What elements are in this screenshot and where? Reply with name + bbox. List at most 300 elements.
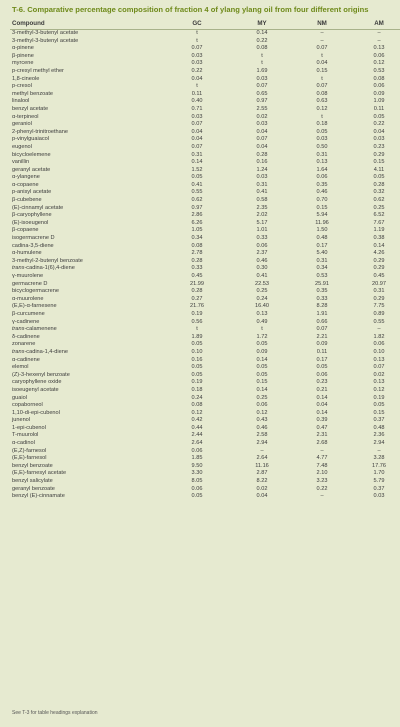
value-cell-gc: 0.06 — [191, 485, 203, 492]
value-cell-gc: 0.08 — [191, 402, 203, 409]
compound-cell: eugenol — [12, 143, 32, 150]
value-cell-my: 0.58 — [256, 197, 268, 204]
value-cell-my: 0.65 — [256, 90, 268, 97]
value-cell-gc: 0.24 — [191, 394, 203, 401]
value-cell-am: 20.97 — [372, 280, 386, 287]
compound-cell: α-copaene — [12, 181, 39, 188]
table-row — [10, 417, 400, 425]
value-cell-my: 5.17 — [256, 219, 268, 226]
compound-cell: linalool — [12, 98, 30, 105]
value-cell-gc: 0.05 — [191, 174, 203, 181]
value-cell-nm: 0.53 — [316, 273, 328, 279]
compound-cell: isogermacrene D — [12, 235, 55, 242]
value-cell-am: 0.29 — [373, 151, 385, 158]
value-cell-gc: 1.89 — [191, 333, 203, 340]
value-cell-my: 0.03 — [256, 121, 268, 128]
value-cell-my: 0.15 — [256, 379, 268, 386]
value-cell-gc: 0.03 — [191, 60, 203, 67]
value-cell-nm: 0.07 — [316, 326, 328, 333]
value-cell-my: t — [261, 60, 263, 67]
table-row — [10, 311, 400, 319]
compound-cell: α-pinene — [12, 45, 34, 52]
value-cell-am: 2.94 — [373, 440, 385, 447]
value-cell-gc: 21.76 — [190, 303, 204, 310]
value-cell-am: 6.52 — [373, 212, 385, 219]
table-row — [10, 174, 400, 182]
value-cell-nm: 0.63 — [316, 98, 328, 105]
value-cell-my: 2.37 — [256, 250, 268, 257]
value-cell-nm: 0.18 — [316, 121, 328, 128]
value-cell-my: 2.64 — [256, 455, 268, 462]
value-cell-nm: 0.15 — [316, 67, 328, 74]
table-row — [10, 372, 400, 380]
value-cell-my: 0.06 — [256, 242, 268, 249]
table-row — [10, 235, 400, 243]
compound-cell: benzyl (E)-cinnamate — [12, 493, 65, 500]
compound-cell: α-humulene — [12, 250, 42, 257]
value-cell-my: 1.24 — [256, 166, 268, 173]
value-cell-am: 7.75 — [373, 303, 385, 310]
value-cell-my: 0.05 — [256, 341, 268, 348]
value-cell-am: 4.11 — [373, 166, 385, 173]
compound-cell: β-copaene — [12, 227, 39, 234]
value-cell-gc: 0.03 — [191, 52, 203, 59]
value-cell-am: 0.53 — [373, 67, 385, 74]
compound-cell: α-ylangene — [12, 174, 40, 181]
value-cell-gc: 0.34 — [191, 235, 203, 242]
value-cell-am: 0.28 — [373, 181, 385, 188]
value-cell-gc: 0.16 — [191, 356, 203, 363]
compound-cell: cadina-3,5-diene — [12, 242, 54, 249]
value-cell-gc: 2.86 — [191, 212, 203, 219]
table-row — [10, 379, 400, 387]
table-row — [10, 205, 400, 213]
value-cell-my: 0.07 — [256, 136, 268, 143]
value-cell-nm: t — [321, 75, 323, 82]
compound-cell: trans-calamenene — [12, 326, 57, 333]
value-cell-my: 0.16 — [256, 159, 268, 166]
value-cell-nm: 3.23 — [316, 478, 328, 485]
value-cell-my: 0.14 — [256, 386, 268, 393]
compound-cell: T-muurolol — [12, 432, 39, 439]
table-row — [10, 114, 400, 122]
value-cell-my: 0.02 — [256, 113, 268, 120]
value-cell-my: 2.35 — [256, 204, 268, 211]
compound-cell: benzyl benzoate — [12, 462, 53, 469]
value-cell-my: 0.04 — [256, 493, 268, 500]
value-cell-nm: 0.35 — [316, 288, 328, 295]
value-cell-am: 0.31 — [373, 288, 385, 295]
value-cell-nm: 0.14 — [316, 409, 328, 416]
table-row — [10, 486, 400, 494]
table-row — [10, 121, 400, 129]
value-cell-gc: 3.30 — [191, 470, 203, 477]
compound-cell: α-cadinol — [12, 440, 35, 447]
compound-cell: γ-cadinene — [12, 318, 40, 325]
table-body — [10, 30, 400, 501]
value-cell-gc: 0.41 — [191, 181, 203, 188]
value-cell-gc: 8.05 — [191, 478, 203, 485]
value-cell-nm: 0.17 — [316, 356, 328, 363]
compound-cell: (E,E)-farnesyl acetate — [12, 470, 67, 477]
compound-cell: trans-cadina-1(6),4-diene — [12, 265, 75, 272]
table-row — [10, 159, 400, 167]
table-row — [10, 432, 400, 440]
value-cell-nm: 0.31 — [316, 257, 328, 264]
value-cell-am: 1.19 — [373, 227, 385, 234]
value-cell-my: 0.02 — [256, 485, 268, 492]
value-cell-my: 16.40 — [255, 303, 269, 310]
compound-cell: β-curcumene — [12, 310, 45, 317]
value-cell-nm: 0.17 — [316, 242, 328, 249]
value-cell-am: 0.11 — [373, 105, 385, 112]
value-cell-am: 0.06 — [373, 83, 385, 90]
value-cell-my: 0.22 — [256, 37, 268, 44]
table-row — [10, 45, 400, 53]
value-cell-nm: 2.21 — [316, 333, 328, 340]
value-cell-my: 0.46 — [256, 257, 268, 264]
value-cell-gc: 21.99 — [190, 280, 204, 287]
compound-cell: (E,E)-α-farnesene — [12, 303, 57, 310]
value-cell-nm: 0.07 — [316, 83, 328, 90]
value-cell-am: 0.23 — [373, 143, 385, 150]
table-row — [10, 281, 400, 289]
value-cell-my: 1.72 — [256, 333, 268, 340]
value-cell-nm: t — [321, 52, 323, 59]
table-row — [10, 402, 400, 410]
compound-cell: junenol — [12, 417, 31, 424]
table-row — [10, 243, 400, 251]
value-cell-my: 0.28 — [256, 151, 268, 158]
value-cell-am: 0.55 — [373, 318, 385, 325]
value-cell-am: 0.89 — [373, 310, 385, 317]
table-row — [10, 53, 400, 61]
value-cell-my: 0.05 — [256, 364, 268, 371]
value-cell-gc: 0.28 — [191, 257, 203, 264]
value-cell-am: 0.02 — [373, 371, 385, 378]
compound-cell: 1-epi-cubenol — [12, 424, 46, 431]
compound-cell: α-cadinene — [12, 356, 40, 363]
value-cell-am: 0.29 — [373, 295, 385, 302]
compound-cell: (Z)-3-hexenyl benzoate — [12, 371, 70, 378]
value-cell-gc: 0.28 — [191, 288, 203, 295]
compound-cell: (E)-cinnamyl acetate — [12, 204, 64, 211]
value-cell-am: 0.37 — [373, 485, 385, 492]
value-cell-nm: 4.77 — [316, 455, 328, 462]
value-cell-gc: 0.56 — [191, 318, 203, 325]
compound-cell: δ-cadinene — [12, 333, 40, 340]
value-cell-my: 0.46 — [256, 424, 268, 431]
value-cell-am: 0.12 — [373, 386, 385, 393]
value-cell-my: 0.07 — [256, 83, 268, 90]
header-compound: Compound — [10, 18, 164, 30]
value-cell-am: 7.67 — [373, 219, 385, 226]
value-cell-nm: 0.70 — [316, 197, 328, 204]
compound-cell: zonarene — [12, 341, 36, 348]
compound-cell: bicycloelemene — [12, 151, 51, 158]
value-cell-nm: 1.50 — [316, 227, 328, 234]
value-cell-nm: 0.12 — [316, 105, 328, 112]
value-cell-my: 0.49 — [256, 318, 268, 325]
compound-cell: germacrene D — [12, 280, 48, 287]
value-cell-my: 0.04 — [256, 143, 268, 150]
value-cell-nm: 0.46 — [316, 189, 328, 196]
value-cell-nm: – — [320, 447, 324, 454]
value-cell-am: 0.29 — [373, 265, 385, 272]
value-cell-my: 0.43 — [256, 417, 268, 424]
value-cell-gc: 0.18 — [191, 386, 203, 393]
compound-cell: guaiol — [12, 394, 27, 401]
value-cell-gc: 0.31 — [191, 151, 203, 158]
value-cell-my: 2.87 — [256, 470, 268, 477]
value-cell-gc: 0.06 — [191, 447, 203, 454]
compound-cell: geraniol — [12, 121, 32, 128]
value-cell-gc: 0.04 — [191, 136, 203, 143]
value-cell-gc: 0.07 — [191, 143, 203, 150]
value-cell-am: 17.76 — [372, 462, 386, 469]
value-cell-am: 0.48 — [373, 424, 385, 431]
value-cell-gc: 0.45 — [191, 273, 203, 279]
compound-cell: p-anisyl acetate — [12, 189, 52, 196]
value-cell-nm: 0.04 — [316, 60, 328, 67]
value-cell-am: 0.04 — [373, 128, 385, 135]
table-row — [10, 425, 400, 433]
value-cell-am: 0.62 — [373, 197, 385, 204]
value-cell-gc: 0.19 — [191, 379, 203, 386]
value-cell-nm: – — [320, 493, 324, 500]
value-cell-nm: 1.91 — [316, 310, 328, 317]
table-row — [10, 83, 400, 91]
value-cell-gc: 0.04 — [191, 75, 203, 82]
italic-prefix: trans — [12, 326, 25, 333]
value-cell-my: 0.24 — [256, 295, 268, 302]
value-cell-nm: 0.39 — [316, 417, 328, 424]
table-row — [10, 30, 400, 38]
table-row — [10, 212, 400, 220]
table-row — [10, 395, 400, 403]
value-cell-am: 0.13 — [373, 356, 385, 363]
compound-cell: trans-cadina-1,4-diene — [12, 348, 68, 355]
value-cell-my: 0.04 — [256, 128, 268, 135]
value-cell-am: 0.15 — [373, 409, 385, 416]
value-cell-gc: t — [196, 37, 198, 44]
value-cell-my: 0.14 — [256, 30, 268, 36]
value-cell-my: 1.01 — [256, 227, 268, 234]
value-cell-gc: 0.07 — [191, 121, 203, 128]
value-cell-my: 0.25 — [256, 288, 268, 295]
table-row — [10, 189, 400, 197]
value-cell-gc: 0.04 — [191, 128, 203, 135]
table-row — [10, 98, 400, 106]
value-cell-am: 3.28 — [373, 455, 385, 462]
value-cell-am: 0.25 — [373, 204, 385, 211]
compound-cell: (E,E)-farnesol — [12, 455, 47, 462]
value-cell-am: 0.13 — [373, 379, 385, 386]
table-row — [10, 334, 400, 342]
value-cell-nm: 8.28 — [316, 303, 328, 310]
value-cell-am: 1.09 — [373, 98, 385, 105]
compound-cell: geranyl acetate — [12, 166, 51, 173]
table-row — [10, 455, 400, 463]
value-cell-my: 0.06 — [256, 402, 268, 409]
value-cell-my: 8.22 — [256, 478, 268, 485]
table-row — [10, 341, 400, 349]
value-cell-gc: 0.97 — [191, 204, 203, 211]
value-cell-am: 0.37 — [373, 417, 385, 424]
table-row — [10, 265, 400, 273]
value-cell-my: 2.02 — [256, 212, 268, 219]
compound-cell: geranyl benzoate — [12, 485, 55, 492]
value-cell-nm: 0.15 — [316, 204, 328, 211]
value-cell-nm: 0.33 — [316, 295, 328, 302]
compound-cell: 1,10-di-epi-cubenol — [12, 409, 60, 416]
value-cell-nm: 0.34 — [316, 265, 328, 272]
value-cell-nm: 7.48 — [316, 462, 328, 469]
value-cell-gc: 0.40 — [191, 98, 203, 105]
table-row — [10, 440, 400, 448]
value-cell-nm: 25.91 — [315, 280, 329, 287]
compound-cell: vanillin — [12, 159, 30, 166]
value-cell-gc: 0.19 — [191, 310, 203, 317]
value-cell-am: 0.05 — [373, 113, 385, 120]
compound-cell: isoeugenyl acetate — [12, 386, 59, 393]
value-cell-am: 0.15 — [373, 159, 385, 166]
value-cell-my: 0.08 — [256, 45, 268, 52]
value-cell-nm: 0.22 — [316, 485, 328, 492]
value-cell-gc: 0.08 — [191, 242, 203, 249]
compound-cell: 3-methyl-3-butenyl acetate — [12, 30, 79, 36]
value-cell-am: 0.03 — [373, 493, 385, 500]
value-cell-gc: 0.44 — [191, 424, 203, 431]
value-cell-nm: 0.06 — [316, 174, 328, 181]
value-cell-my: 0.97 — [256, 98, 268, 105]
value-cell-am: 0.29 — [373, 257, 385, 264]
table-row — [10, 273, 400, 281]
table-row — [10, 250, 400, 258]
value-cell-am: – — [377, 447, 381, 454]
table-row — [10, 387, 400, 395]
value-cell-my: 0.14 — [256, 356, 268, 363]
value-cell-am: 0.08 — [373, 75, 385, 82]
value-cell-gc: t — [196, 30, 198, 36]
table-row — [10, 448, 400, 456]
value-cell-my: 2.94 — [256, 440, 268, 447]
table-row — [10, 258, 400, 266]
value-cell-am: 0.32 — [373, 189, 385, 196]
value-cell-nm: 0.48 — [316, 235, 328, 242]
table-row — [10, 152, 400, 160]
compound-cell: 3-methyl-2-butenyl benzoate — [12, 257, 83, 264]
table-row — [10, 136, 400, 144]
value-cell-my: 2.58 — [256, 432, 268, 439]
composition-table — [10, 18, 400, 501]
value-cell-am: 0.14 — [373, 242, 385, 249]
table-row — [10, 91, 400, 99]
value-cell-gc: 0.11 — [191, 90, 203, 97]
value-cell-am: 1.82 — [373, 333, 385, 340]
compound-cell: α-terpineol — [12, 113, 39, 120]
value-cell-am: 2.36 — [373, 432, 385, 439]
value-cell-am: 0.22 — [373, 121, 385, 128]
value-cell-nm: 0.07 — [316, 45, 328, 52]
value-cell-my: 1.69 — [256, 67, 268, 74]
compound-cell: elemol — [12, 364, 29, 371]
value-cell-gc: 2.44 — [191, 432, 203, 439]
value-cell-nm: – — [320, 37, 324, 44]
value-cell-nm: 0.35 — [316, 181, 328, 188]
value-cell-am: 0.10 — [373, 348, 385, 355]
value-cell-gc: 0.62 — [191, 197, 203, 204]
table-row — [10, 296, 400, 304]
value-cell-nm: t — [321, 113, 323, 120]
value-cell-my: 0.25 — [256, 394, 268, 401]
compound-cell: p-cresyl methyl ether — [12, 67, 64, 74]
value-cell-my: 0.31 — [256, 181, 268, 188]
value-cell-gc: 0.55 — [191, 189, 203, 196]
value-cell-nm: 0.47 — [316, 424, 328, 431]
table-row — [10, 478, 400, 486]
value-cell-gc: 2.64 — [191, 440, 203, 447]
value-cell-gc: 0.10 — [191, 348, 203, 355]
compound-cell: γ-muurolene — [12, 273, 44, 279]
compound-cell: 3-methyl-3-butenyl acetate — [12, 37, 79, 44]
value-cell-gc: 0.22 — [191, 67, 203, 74]
table-header-row — [10, 18, 400, 30]
value-cell-am: 0.13 — [373, 45, 385, 52]
value-cell-nm: 0.31 — [316, 151, 328, 158]
header-my: MY — [230, 18, 294, 30]
value-cell-am: 0.05 — [373, 174, 385, 181]
table-row — [10, 76, 400, 84]
value-cell-nm: 0.04 — [316, 402, 328, 409]
table-row — [10, 38, 400, 46]
value-cell-gc: 1.05 — [191, 227, 203, 234]
value-cell-my: 0.03 — [256, 75, 268, 82]
table-row — [10, 493, 400, 501]
value-cell-my: 2.55 — [256, 105, 268, 112]
header-nm: NM — [294, 18, 350, 30]
compound-cell: β-cubebene — [12, 197, 42, 204]
table-row — [10, 60, 400, 68]
compound-cell: (E,Z)-farnesol — [12, 447, 47, 454]
value-cell-am: 4.26 — [373, 250, 385, 257]
italic-prefix: trans — [12, 265, 25, 272]
value-cell-my: 0.03 — [256, 174, 268, 181]
compound-cell: myrcene — [12, 60, 34, 67]
value-cell-nm: 5.94 — [316, 212, 328, 219]
compound-cell: bicyclogermacrene — [12, 288, 59, 295]
compound-cell: (E)-isoeugenol — [12, 219, 49, 226]
value-cell-nm: 0.08 — [316, 90, 328, 97]
table-row — [10, 68, 400, 76]
value-cell-nm: 0.14 — [316, 394, 328, 401]
value-cell-am: 0.03 — [373, 136, 385, 143]
footnote: See T-3 for table headings explanation — [12, 710, 98, 716]
value-cell-am: 0.19 — [373, 394, 385, 401]
value-cell-am: 0.07 — [373, 364, 385, 371]
value-cell-nm: 0.09 — [316, 341, 328, 348]
compound-cell: 1,8-cineole — [12, 75, 40, 82]
value-cell-am: 5.79 — [373, 478, 385, 485]
table-row — [10, 129, 400, 137]
value-cell-nm: 2.10 — [316, 470, 328, 477]
value-cell-gc: 0.14 — [191, 159, 203, 166]
compound-cell: benzyl salicylate — [12, 478, 53, 485]
value-cell-nm: 0.05 — [316, 364, 328, 371]
table-row — [10, 349, 400, 357]
value-cell-gc: 0.05 — [191, 371, 203, 378]
value-cell-am: 0.06 — [373, 341, 385, 348]
